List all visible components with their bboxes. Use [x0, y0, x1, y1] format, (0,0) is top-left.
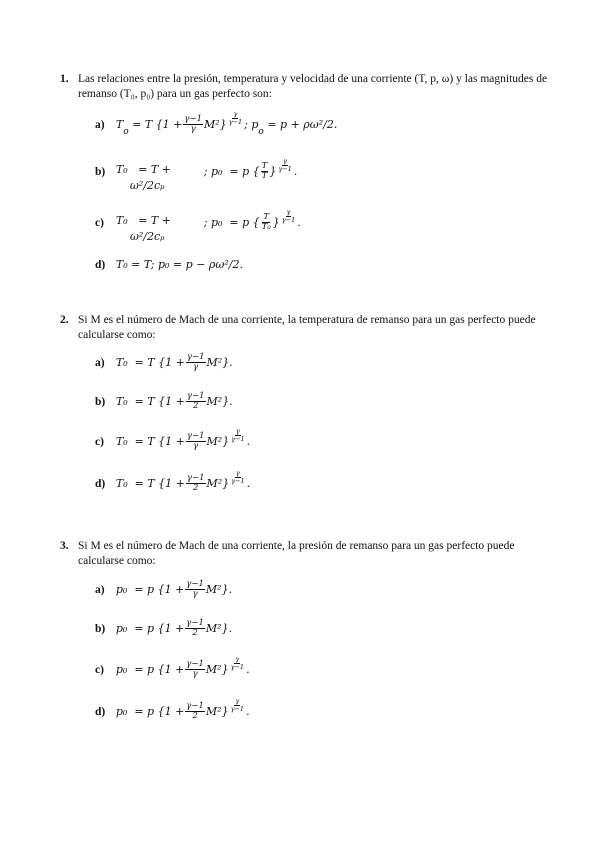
- option-label: d): [95, 259, 106, 271]
- option-label: d): [95, 477, 106, 490]
- option-3c: [95, 655, 250, 679]
- question-text: Si M es el número de Mach de una corriente, la temperatura de remanso para un gas perfecto puede calcularse como:: [78, 314, 536, 341]
- formula: ; p₀ = p { $\frac{T}{\text{T₀}}$ } $\frac{\gamma}{\gamma-1}$ .: [203, 208, 301, 232]
- question-2: [60, 313, 558, 342]
- formula: T₀ = T; p₀ = p − ρω²/2.: [115, 258, 243, 271]
- question-number: 3.: [60, 540, 69, 552]
- option-2c: [95, 427, 251, 451]
- option-label: d): [95, 705, 106, 718]
- formula: p₀ = p {1 + $\frac{\gamma-1}{\gamma}$ M²} $\frac{\gamma}{\gamma-1}$ .: [115, 655, 250, 679]
- option-label: b): [95, 622, 106, 635]
- formula: p₀ = p {1 + $\frac{\gamma-1}{\gamma}$ M²}.: [115, 579, 233, 599]
- option-1b: [95, 157, 298, 194]
- formula: p₀ = p {1 + $\frac{\gamma-1}{2}$ M²} $\frac{\gamma}{\gamma-1}$ .: [115, 697, 250, 721]
- option-label: b): [95, 395, 106, 408]
- option-2a: [95, 353, 233, 372]
- option-1d: [95, 258, 243, 271]
- formula: p₀ = p {1 + $\frac{\gamma-1}{2}$ M²}.: [115, 618, 233, 638]
- option-label: c): [95, 216, 104, 229]
- question-number: 1.: [60, 73, 69, 85]
- formula: T₀ = T {1 + $\frac{\gamma-1}{\gamma}$ M²} $\frac{\gamma}{\gamma-1}$ .: [115, 427, 251, 451]
- option-2b: [95, 392, 233, 411]
- question-3: [60, 539, 558, 568]
- option-label: a): [95, 583, 105, 596]
- option-3b: [95, 619, 232, 638]
- formula: T₀ = T {1 + $\frac{\gamma-1}{2}$ M²}.: [115, 391, 233, 411]
- formula: T₀ = T + ω²/2cₚ: [115, 163, 171, 192]
- option-label: b): [95, 165, 106, 178]
- formula: $T_o = T$ {1 + $\frac{\gamma-1}{\gamma}$ M²} $\frac{\gamma}{\gamma-1}$ ; $p_o = p + \rho\omega^2/2$.: [115, 110, 338, 137]
- option-label: a): [95, 356, 105, 369]
- question-text: Si M es el número de Mach de una corriente, la presión de remanso para un gas perfecto puede calcularse como:: [78, 540, 515, 567]
- option-1c: [95, 208, 301, 245]
- question-text: Las relaciones entre la presión, temperatura y velocidad de una corriente (T, p, ω) y las magnitudes de remanso (T₀, p₀) para un gas perfecto son:: [78, 73, 548, 100]
- option-2d: [95, 469, 251, 493]
- formula: T₀ = T + ω²/2cₚ: [115, 214, 171, 243]
- formula: T₀ = T {1 + $\frac{\gamma-1}{2}$ M²} $\frac{\gamma}{\gamma-1}$ .: [115, 469, 251, 493]
- option-label: c): [95, 435, 104, 448]
- formula: T₀ = T {1 + $\frac{\gamma-1}{\gamma}$ M²}.: [115, 352, 233, 372]
- option-3d: [95, 697, 250, 721]
- question-number: 2.: [60, 314, 69, 326]
- option-label: a): [95, 118, 105, 131]
- option-3a: [95, 580, 232, 599]
- option-label: c): [95, 663, 104, 676]
- question-1: [60, 72, 558, 101]
- formula: ; p₀ = p { $\frac{T}{T}$ } $\frac{\gamma}{\gamma-1}$ .: [203, 157, 298, 181]
- option-1a: [95, 110, 338, 137]
